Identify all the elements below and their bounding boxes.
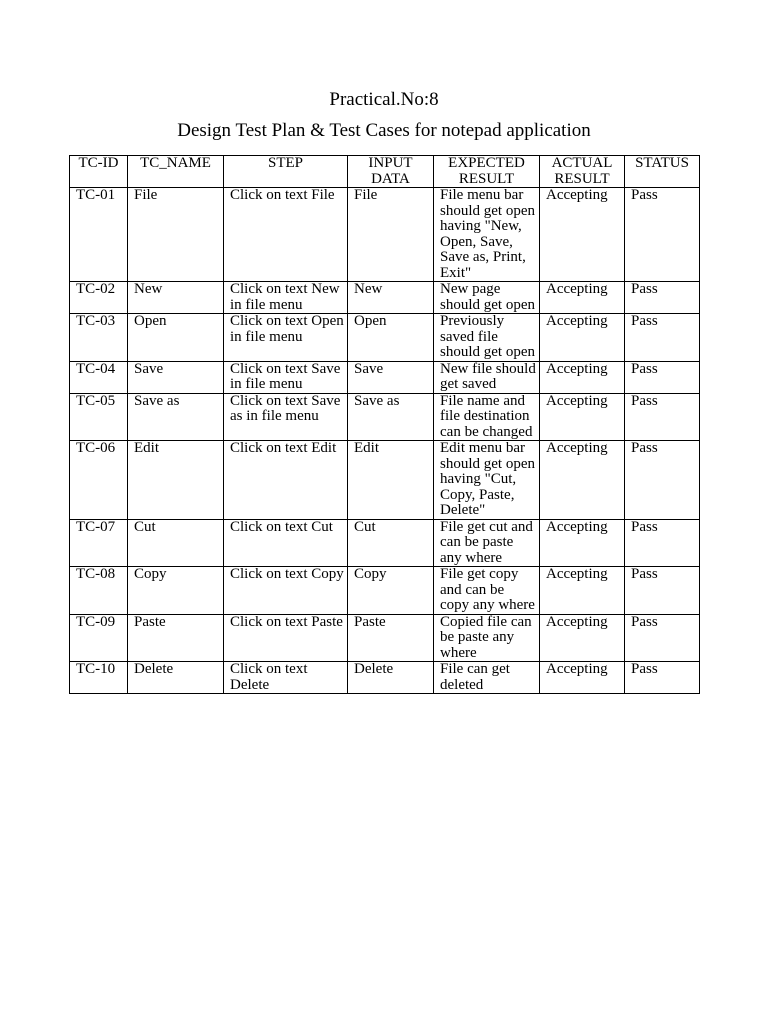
step-cell: Click on text Save as in file menu bbox=[224, 393, 348, 441]
step-cell: Click on text Delete bbox=[224, 662, 348, 694]
expected-result-cell: File get copy and can be copy any where bbox=[434, 567, 540, 615]
column-header-tc-id: TC-ID bbox=[70, 156, 128, 188]
input-data-cell: Save bbox=[348, 361, 434, 393]
tc-name-cell: File bbox=[128, 188, 224, 282]
input-data-cell: Save as bbox=[348, 393, 434, 441]
tc-id-cell: TC-01 bbox=[70, 188, 128, 282]
expected-result-cell: File name and file destination can be changed bbox=[434, 393, 540, 441]
header-row bbox=[70, 156, 700, 188]
column-header-status: STATUS bbox=[625, 156, 700, 188]
input-data-cell: File bbox=[348, 188, 434, 282]
table-body bbox=[70, 188, 700, 694]
actual-result-cell: Accepting bbox=[540, 314, 625, 362]
tc-id-cell: TC-05 bbox=[70, 393, 128, 441]
actual-result-cell: Accepting bbox=[540, 567, 625, 615]
column-header-step: STEP bbox=[224, 156, 348, 188]
expected-result-cell: File get cut and can be paste any where bbox=[434, 519, 540, 567]
step-cell: Click on text Copy bbox=[224, 567, 348, 615]
tc-id-cell: TC-08 bbox=[70, 567, 128, 615]
input-data-cell: Copy bbox=[348, 567, 434, 615]
table-row bbox=[70, 567, 700, 615]
tc-id-cell: TC-10 bbox=[70, 662, 128, 694]
step-cell: Click on text Paste bbox=[224, 614, 348, 662]
status-cell: Pass bbox=[625, 662, 700, 694]
actual-result-cell: Accepting bbox=[540, 441, 625, 520]
expected-result-cell: File can get deleted bbox=[434, 662, 540, 694]
column-header-actual-result: ACTUAL RESULT bbox=[540, 156, 625, 188]
actual-result-cell: Accepting bbox=[540, 662, 625, 694]
table-row bbox=[70, 282, 700, 314]
expected-result-cell: File menu bar should get open having "New, Open, Save, Save as, Print, Exit" bbox=[434, 188, 540, 282]
tc-name-cell: New bbox=[128, 282, 224, 314]
expected-result-cell: New page should get open bbox=[434, 282, 540, 314]
tc-id-cell: TC-09 bbox=[70, 614, 128, 662]
status-cell: Pass bbox=[625, 361, 700, 393]
tc-name-cell: Save as bbox=[128, 393, 224, 441]
actual-result-cell: Accepting bbox=[540, 188, 625, 282]
column-header-tc-name: TC_NAME bbox=[128, 156, 224, 188]
status-cell: Pass bbox=[625, 614, 700, 662]
step-cell: Click on text New in file menu bbox=[224, 282, 348, 314]
step-cell: Click on text Open in file menu bbox=[224, 314, 348, 362]
table-row bbox=[70, 519, 700, 567]
status-cell: Pass bbox=[625, 567, 700, 615]
step-cell: Click on text File bbox=[224, 188, 348, 282]
tc-id-cell: TC-02 bbox=[70, 282, 128, 314]
table-row bbox=[70, 361, 700, 393]
actual-result-cell: Accepting bbox=[540, 361, 625, 393]
tc-name-cell: Delete bbox=[128, 662, 224, 694]
actual-result-cell: Accepting bbox=[540, 614, 625, 662]
expected-result-cell: New file should get saved bbox=[434, 361, 540, 393]
tc-name-cell: Copy bbox=[128, 567, 224, 615]
tc-name-cell: Paste bbox=[128, 614, 224, 662]
status-cell: Pass bbox=[625, 282, 700, 314]
step-cell: Click on text Cut bbox=[224, 519, 348, 567]
table-row bbox=[70, 441, 700, 520]
tc-id-cell: TC-06 bbox=[70, 441, 128, 520]
status-cell: Pass bbox=[625, 441, 700, 520]
table-row bbox=[70, 393, 700, 441]
actual-result-cell: Accepting bbox=[540, 519, 625, 567]
table-row bbox=[70, 662, 700, 694]
status-cell: Pass bbox=[625, 393, 700, 441]
status-cell: Pass bbox=[625, 188, 700, 282]
step-cell: Click on text Edit bbox=[224, 441, 348, 520]
status-cell: Pass bbox=[625, 519, 700, 567]
actual-result-cell: Accepting bbox=[540, 282, 625, 314]
tc-name-cell: Edit bbox=[128, 441, 224, 520]
input-data-cell: Paste bbox=[348, 614, 434, 662]
step-cell: Click on text Save in file menu bbox=[224, 361, 348, 393]
actual-result-cell: Accepting bbox=[540, 393, 625, 441]
input-data-cell: Open bbox=[348, 314, 434, 362]
table-row bbox=[70, 188, 700, 282]
tc-name-cell: Save bbox=[128, 361, 224, 393]
column-header-expected-result: EXPECTED RESULT bbox=[434, 156, 540, 188]
expected-result-cell: Edit menu bar should get open having "Cut, Copy, Paste, Delete" bbox=[434, 441, 540, 520]
tc-name-cell: Open bbox=[128, 314, 224, 362]
input-data-cell: Delete bbox=[348, 662, 434, 694]
table-row bbox=[70, 614, 700, 662]
input-data-cell: Edit bbox=[348, 441, 434, 520]
input-data-cell: Cut bbox=[348, 519, 434, 567]
column-header-input-data: INPUT DATA bbox=[348, 156, 434, 188]
test-case-table bbox=[69, 155, 700, 694]
status-cell: Pass bbox=[625, 314, 700, 362]
tc-id-cell: TC-07 bbox=[70, 519, 128, 567]
table-row bbox=[70, 314, 700, 362]
input-data-cell: New bbox=[348, 282, 434, 314]
expected-result-cell: Previously saved file should get open bbox=[434, 314, 540, 362]
tc-id-cell: TC-03 bbox=[70, 314, 128, 362]
expected-result-cell: Copied file can be paste any where bbox=[434, 614, 540, 662]
tc-id-cell: TC-04 bbox=[70, 361, 128, 393]
document-title: Design Test Plan & Test Cases for notepad application bbox=[177, 120, 591, 141]
tc-name-cell: Cut bbox=[128, 519, 224, 567]
practical-number: Practical.No:8 bbox=[329, 89, 439, 110]
table-header bbox=[70, 156, 700, 188]
